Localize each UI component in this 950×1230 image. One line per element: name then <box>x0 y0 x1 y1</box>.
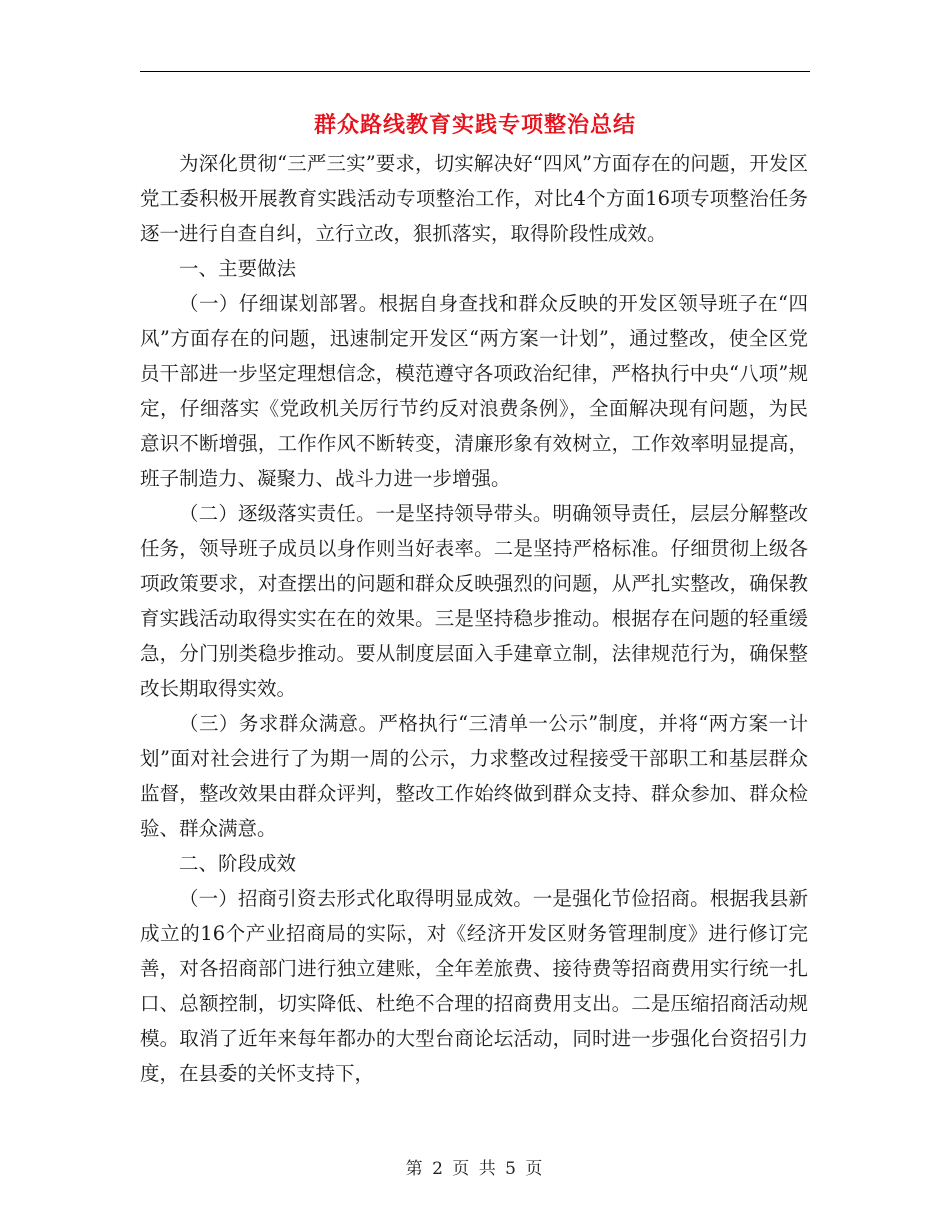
header-rule <box>140 71 810 72</box>
paragraph-responsibility: （二）逐级落实责任。一是坚持领导带头。明确领导责任，层层分解整改任务，领导班子成员以身作则当好表率。二是坚持严格标准。仔细贯彻上级各项政策要求，对查摆出的问题和群众反映强烈的问题，从严扎实整改，确保教育实践活动取得实实在在的效果。三是坚持稳步推动。根据存在问题的轻重缓急，分门别类稳步推动。要从制度层面入手建章立制，法律规范行为，确保整改长期取得实效。 <box>140 502 808 700</box>
paragraph-investment: （一）招商引资去形式化取得明显成效。一是强化节俭招商。根据我县新成立的16个产业招商局的实际，对《经济开发区财务管理制度》进行修订完善，对各招商部门进行独立建账，全年差旅费、接待费等招商费用实行统一扎口、总额控制，切实降低、杜绝不合理的招商费用支出。二是压缩招商活动规模。取消了近年来每年都办的大型台商论坛活动，同时进一步强化台资招引力度，在县委的关怀支持下， <box>140 887 808 1085</box>
section-heading-results: 二、阶段成效 <box>179 852 297 875</box>
page-number: 第 2 页 共 5 页 <box>405 1159 545 1179</box>
document-body <box>140 146 808 1091</box>
intro-paragraph: 为深化贯彻“三严三实”要求，切实解决好“四风”方面存在的问题，开发区党工委积极开展教育实践活动专项整治工作，对比4个方面16项专项整治任务逐一进行自查自纠，立行立改，狠抓落实，取得阶段性成效。 <box>140 152 808 245</box>
section-heading-main-methods: 一、主要做法 <box>179 257 297 280</box>
paragraph-satisfaction: （三）务求群众满意。严格执行“三清单一公示”制度，并将“两方案一计划”面对社会进行了为期一周的公示，力求整改过程接受干部职工和基层群众监督，整改效果由群众评判，整改工作始终做到群众支持、群众参加、群众检验、群众满意。 <box>140 712 808 840</box>
paragraph-planning: （一）仔细谋划部署。根据自身查找和群众反映的开发区领导班子在“四风”方面存在的问题，迅速制定开发区“两方案一计划”，通过整改，使全区党员干部进一步坚定理想信念，模范遵守各项政治纪律，严格执行中央“八项”规定，仔细落实《党政机关厉行节约反对浪费条例》，全面解决现有问题，为民意识不断增强，工作作风不断转变，清廉形象有效树立，工作效率明显提高，班子制造力、凝聚力、战斗力进一步增强。 <box>140 292 808 490</box>
document-title: 群众路线教育实践专项整治总结 <box>313 112 636 138</box>
